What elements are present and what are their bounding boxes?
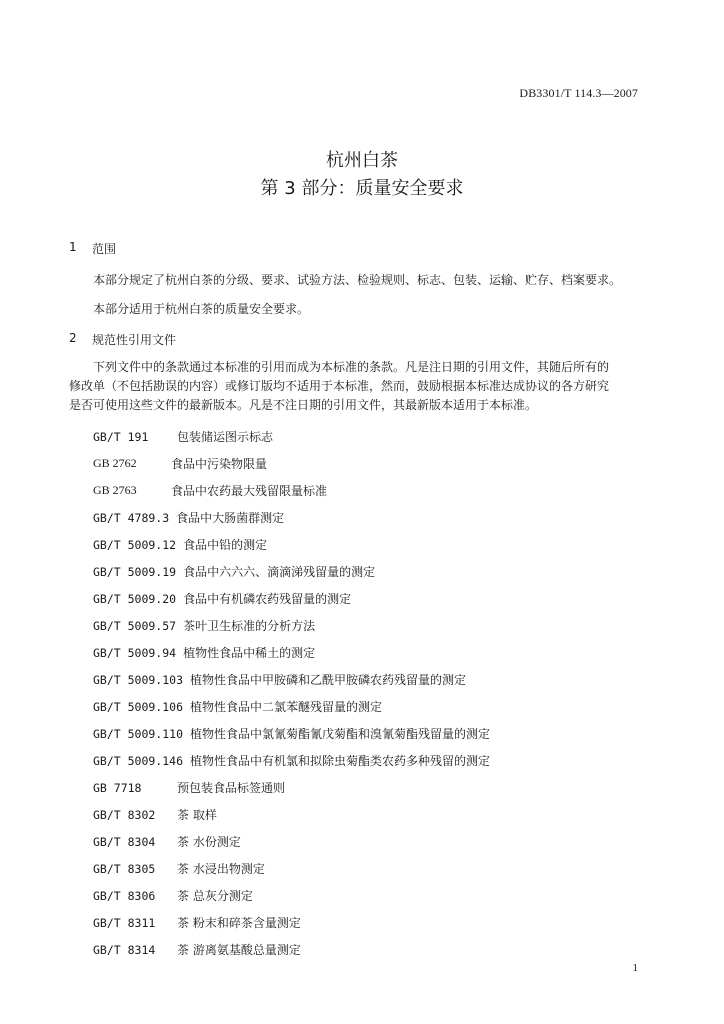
reference-item [93, 531, 653, 558]
references-intro [69, 358, 641, 415]
reference-item [93, 747, 653, 774]
reference-item [93, 882, 653, 909]
reference-item [93, 558, 653, 585]
paragraph-line: 修改单（不包括勘误的内容）或修订版均不适用于本标准，然而，鼓励根据本标准达成协议的各方研究 [69, 379, 610, 393]
reference-code: GB/T 8304 [93, 834, 156, 849]
reference-item [93, 855, 653, 882]
reference-item [93, 909, 653, 936]
section-number: 2 [69, 331, 77, 345]
reference-title: 植物性食品中氯氰菊酯氰戊菊酯和溴氰菊酯残留量的测定 [190, 727, 491, 741]
reference-item [93, 477, 653, 504]
reference-code: GB 2763 [93, 483, 137, 497]
title-block [0, 148, 724, 202]
paragraph-line: 本部分适用于杭州白茶的质量安全要求。 [93, 302, 310, 316]
reference-code: GB/T 5009.94 [93, 645, 177, 660]
reference-code: GB/T 5009.20 [93, 591, 177, 606]
section-number: 1 [69, 240, 77, 254]
reference-title: 茶 粉末和碎茶含量测定 [177, 916, 301, 930]
reference-title: 食品中污染物限量 [171, 457, 268, 471]
reference-code: GB 2762 [93, 456, 137, 470]
reference-title: 植物性食品中甲胺磷和乙酰甲胺磷农药残留量的测定 [190, 673, 467, 687]
page-number: 1 [632, 962, 638, 974]
scope-paragraph-2 [69, 300, 641, 319]
reference-item [93, 612, 653, 639]
paragraph-line: 是否可使用这些文件的最新版本。凡是不注日期的引用文件，其最新版本适用于本标准。 [69, 398, 538, 412]
reference-title: 食品中有机磷农药残留量的测定 [183, 592, 352, 606]
reference-title: 茶 取样 [177, 808, 217, 822]
reference-title: 茶 水浸出物测定 [177, 862, 265, 876]
reference-code: GB/T 5009.146 [93, 753, 184, 768]
scope-paragraph-1 [69, 271, 641, 290]
reference-title: 植物性食品中二氯苯醚残留量的测定 [190, 700, 383, 714]
reference-code: GB/T 8305 [93, 861, 156, 876]
reference-item [93, 585, 653, 612]
reference-item [93, 666, 653, 693]
reference-code: GB/T 5009.106 [93, 699, 184, 714]
reference-code: GB 7718 [93, 780, 142, 795]
section-title: 规范性引用文件 [92, 333, 177, 347]
reference-item [93, 639, 653, 666]
reference-code: GB/T 8306 [93, 888, 156, 903]
reference-code: GB/T 5009.110 [93, 726, 184, 741]
document-subtitle: 第 3 部分：质量安全要求 [260, 178, 464, 199]
section-title: 范围 [92, 242, 117, 256]
reference-code: GB/T 8311 [93, 915, 156, 930]
reference-title: 植物性食品中有机氯和拟除虫菊酯类农药多种残留的测定 [190, 754, 491, 768]
paragraph-line: 下列文件中的条款通过本标准的引用而成为本标准的条款。凡是注日期的引用文件，其随后所有的 [93, 360, 610, 374]
reference-title: 茶 游离氨基酸总量测定 [177, 943, 301, 957]
document-title: 杭州白茶 [326, 150, 398, 171]
reference-item [93, 450, 653, 477]
reference-title: 食品中大肠菌群测定 [176, 511, 285, 525]
reference-code: GB/T 5009.19 [93, 564, 177, 579]
document-code: DB3301/T 114.3—2007 [519, 86, 638, 100]
reference-title: 食品中六六六、滴滴涕残留量的测定 [183, 565, 376, 579]
reference-title: 茶 水份测定 [177, 835, 241, 849]
reference-item [93, 801, 653, 828]
section-heading-references [69, 331, 176, 348]
reference-code: GB/T 8302 [93, 807, 156, 822]
reference-title: 食品中铅的测定 [183, 538, 268, 552]
reference-item [93, 828, 653, 855]
reference-title: 茶 总灰分测定 [177, 889, 253, 903]
reference-list [93, 423, 653, 963]
reference-item [93, 936, 653, 963]
reference-title: 茶叶卫生标准的分析方法 [183, 619, 316, 633]
reference-item [93, 774, 653, 801]
section-heading-scope [69, 240, 116, 257]
reference-code: GB/T 8314 [93, 942, 156, 957]
reference-code: GB/T 5009.57 [93, 618, 177, 633]
reference-title: 包装储运图示标志 [177, 430, 274, 444]
reference-item [93, 720, 653, 747]
reference-title: 植物性食品中稀土的测定 [183, 646, 316, 660]
reference-code: GB/T 5009.103 [93, 672, 184, 687]
reference-code: GB/T 4789.3 [93, 510, 170, 525]
reference-item [93, 693, 653, 720]
reference-item [93, 504, 653, 531]
reference-item [93, 423, 653, 450]
paragraph-line: 本部分规定了杭州白茶的分级、要求、试验方法、检验规则、标志、包装、运输、贮存、档案要求。 [93, 273, 622, 287]
reference-code: GB/T 191 [93, 429, 149, 444]
reference-code: GB/T 5009.12 [93, 537, 177, 552]
reference-title: 预包装食品标签通则 [177, 781, 286, 795]
reference-title: 食品中农药最大残留限量标准 [171, 484, 328, 498]
